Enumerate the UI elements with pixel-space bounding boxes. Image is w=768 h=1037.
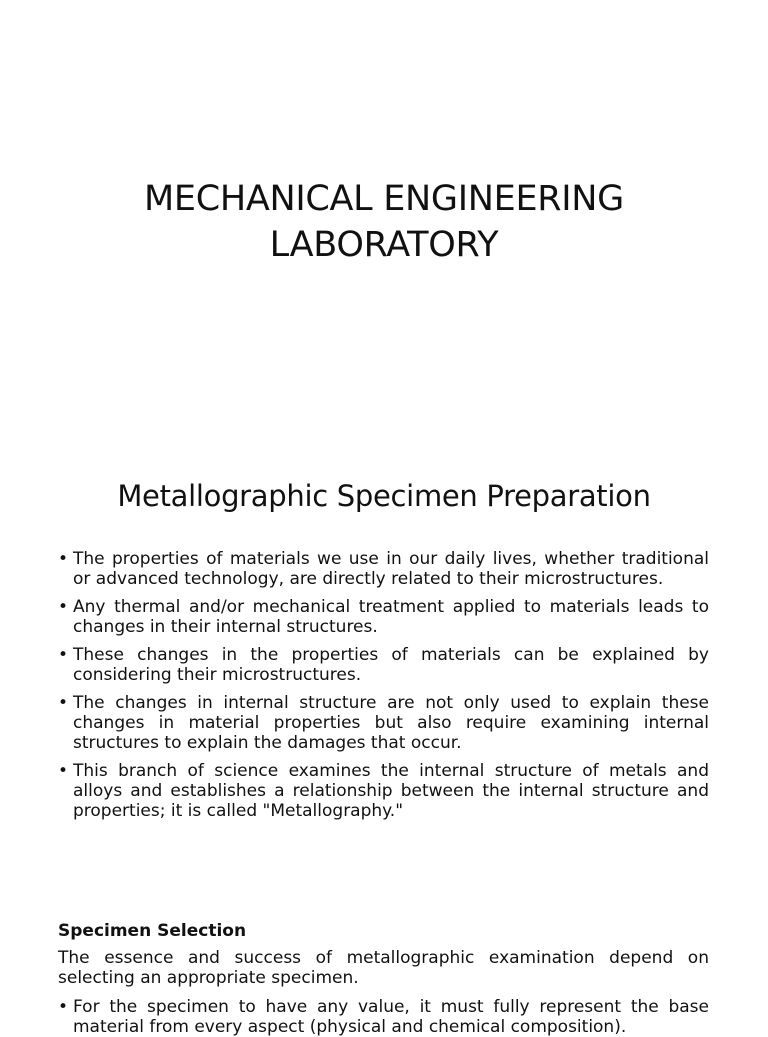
bullet-item	[58, 597, 709, 637]
bullet-text: The changes in internal structure are not only used to explain these changes in material properties but also require examining internal structures to explain the damages that occur.	[73, 693, 709, 753]
bullet-item	[58, 761, 709, 821]
bullet-icon: •	[58, 997, 69, 1017]
bullet-text: The properties of materials we use in our daily lives, whether traditional or advanced technology, are directly related to their microstructures.	[73, 549, 709, 589]
bullet-text: Any thermal and/or mechanical treatment applied to materials leads to changes in their internal structures.	[73, 597, 709, 637]
document-title	[0, 176, 768, 268]
bullet-text: These changes in the properties of materials can be explained by considering their microstructures.	[73, 645, 709, 685]
bullet-icon: •	[58, 645, 69, 665]
bullet-list	[58, 549, 709, 829]
bullet-item	[58, 549, 709, 589]
bullet-item	[58, 997, 709, 1037]
bullet-item	[58, 645, 709, 685]
section-title: Metallographic Specimen Preparation	[117, 479, 651, 513]
bullet-icon: •	[58, 549, 69, 569]
subsection-paragraph: The essence and success of metallographic examination depend on selecting an appropriate specimen.	[58, 948, 709, 988]
bullet-text: For the specimen to have any value, it must fully represent the base material from every aspect (physical and chemical composition).	[73, 997, 709, 1037]
bullet-icon: •	[58, 761, 69, 781]
bullet-icon: •	[58, 693, 69, 713]
document-title-line-2: LABORATORY	[269, 225, 499, 265]
subsection-heading: Specimen Selection	[58, 921, 247, 941]
bullet-text: This branch of science examines the internal structure of metals and alloys and establishes a relationship between the internal structure and properties; it is called "Metallography."	[73, 761, 709, 821]
subsection-bullet-list	[58, 997, 709, 1037]
document-title-line-1: MECHANICAL ENGINEERING	[143, 179, 625, 219]
bullet-icon: •	[58, 597, 69, 617]
bullet-item	[58, 693, 709, 753]
